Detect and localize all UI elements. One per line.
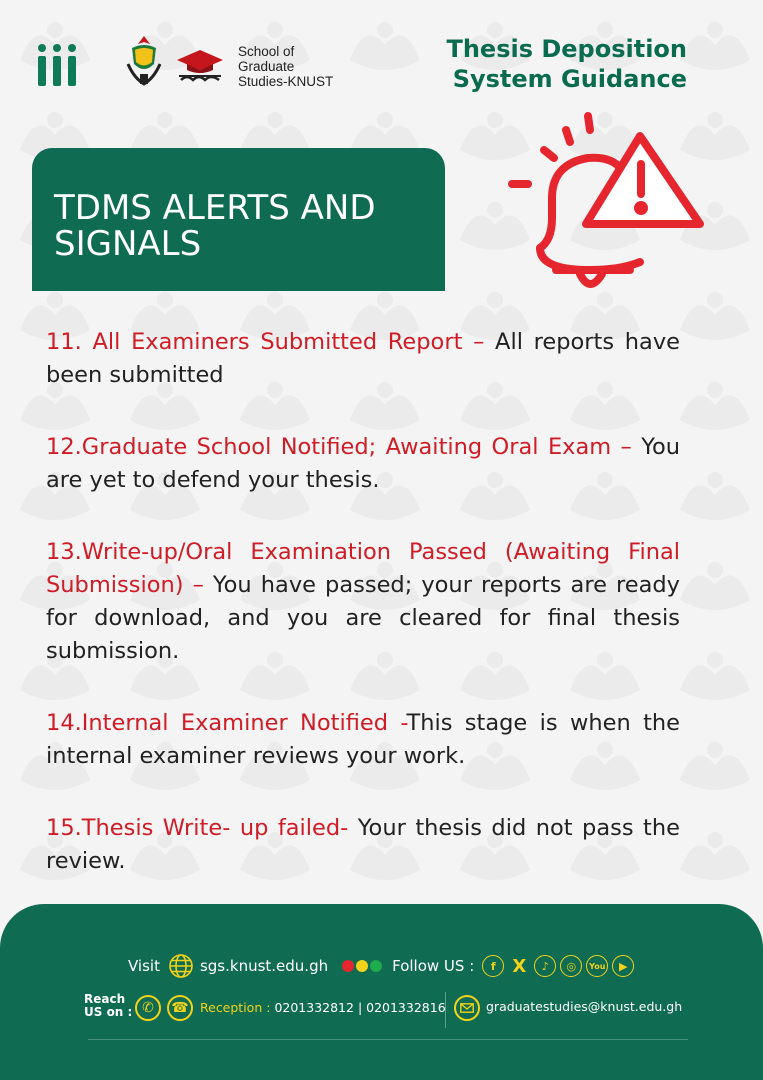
school-name-line: School of (238, 44, 295, 59)
section-title-line: TDMS ALERTS AND (54, 188, 376, 228)
alert-description: All reports have been submitted (46, 329, 680, 388)
youtube-play-icon[interactable]: ▶ (612, 955, 634, 977)
alert-list (46, 326, 680, 878)
alert-bell-warning-icon (500, 98, 710, 308)
reach-label-line: Reach (84, 992, 126, 1006)
alert-name: 11. All Examiners Submitted Report – (46, 329, 496, 355)
document-title-line: Thesis Deposition (446, 35, 687, 63)
section-banner (32, 148, 445, 291)
contact-footer (0, 904, 763, 1080)
email-link[interactable]: graduatestudies@knust.edu.gh (486, 999, 683, 1014)
follow-label: Follow US : (392, 957, 475, 975)
globe-icon (168, 953, 194, 979)
school-name-line: Studies-KNUST (238, 74, 334, 89)
brand-mark-icon (38, 44, 78, 86)
alert-description: You have passed; your reports are ready for download, and you are cleared for final thesis submission. (46, 572, 680, 664)
section-title-line: SIGNALS (54, 224, 202, 264)
whatsapp-icon[interactable]: ✆ (135, 995, 161, 1021)
list-item (46, 707, 680, 773)
alert-name: 13.Write-up/Oral Examination Passed (Awaiting Final Submission) – (46, 539, 680, 598)
list-item (46, 812, 680, 878)
x-icon[interactable]: X (512, 955, 527, 977)
phone-numbers[interactable]: 0201332812 | 0201332816 (274, 1000, 446, 1015)
visit-label: Visit (128, 957, 160, 975)
school-name-line: Graduate (238, 59, 295, 74)
footer-divider (445, 992, 446, 1028)
section-title (54, 190, 444, 262)
list-item (46, 536, 680, 668)
list-item (46, 326, 680, 392)
document-title (357, 34, 687, 94)
alert-name: 15.Thesis Write- up failed- (46, 815, 358, 841)
alert-description: This stage is when the internal examiner reviews your work. (46, 710, 680, 769)
alert-name: 14.Internal Examiner Notified - (46, 710, 407, 736)
alert-name: 12.Graduate School Notified; Awaiting Oral Exam – (46, 434, 642, 460)
traffic-dots-icon (342, 960, 382, 972)
youtube-icon[interactable]: You (586, 955, 608, 977)
mail-icon[interactable] (454, 995, 480, 1021)
reach-label-line: US on : (84, 1005, 133, 1019)
tiktok-icon[interactable]: ♪ (534, 955, 556, 977)
reception-contact (200, 1000, 446, 1015)
website-link[interactable]: sgs.knust.edu.gh (199, 957, 329, 975)
instagram-icon[interactable]: ◎ (560, 955, 582, 977)
school-name (238, 44, 358, 89)
graduation-cap-logo-icon (175, 46, 225, 88)
list-item (46, 431, 680, 497)
facebook-icon[interactable]: f (482, 955, 504, 977)
reception-label: Reception : (200, 1000, 271, 1015)
knust-crest-icon (124, 34, 164, 90)
alert-description: You are yet to defend your thesis. (46, 434, 680, 493)
phone-icon[interactable]: ☎ (167, 995, 193, 1021)
visit-follow-row (128, 954, 638, 978)
footer-rule (88, 1039, 688, 1040)
reach-label (84, 993, 132, 1019)
alert-description: Your thesis did not pass the review. (46, 815, 680, 874)
document-title-line: System Guidance (452, 65, 687, 93)
